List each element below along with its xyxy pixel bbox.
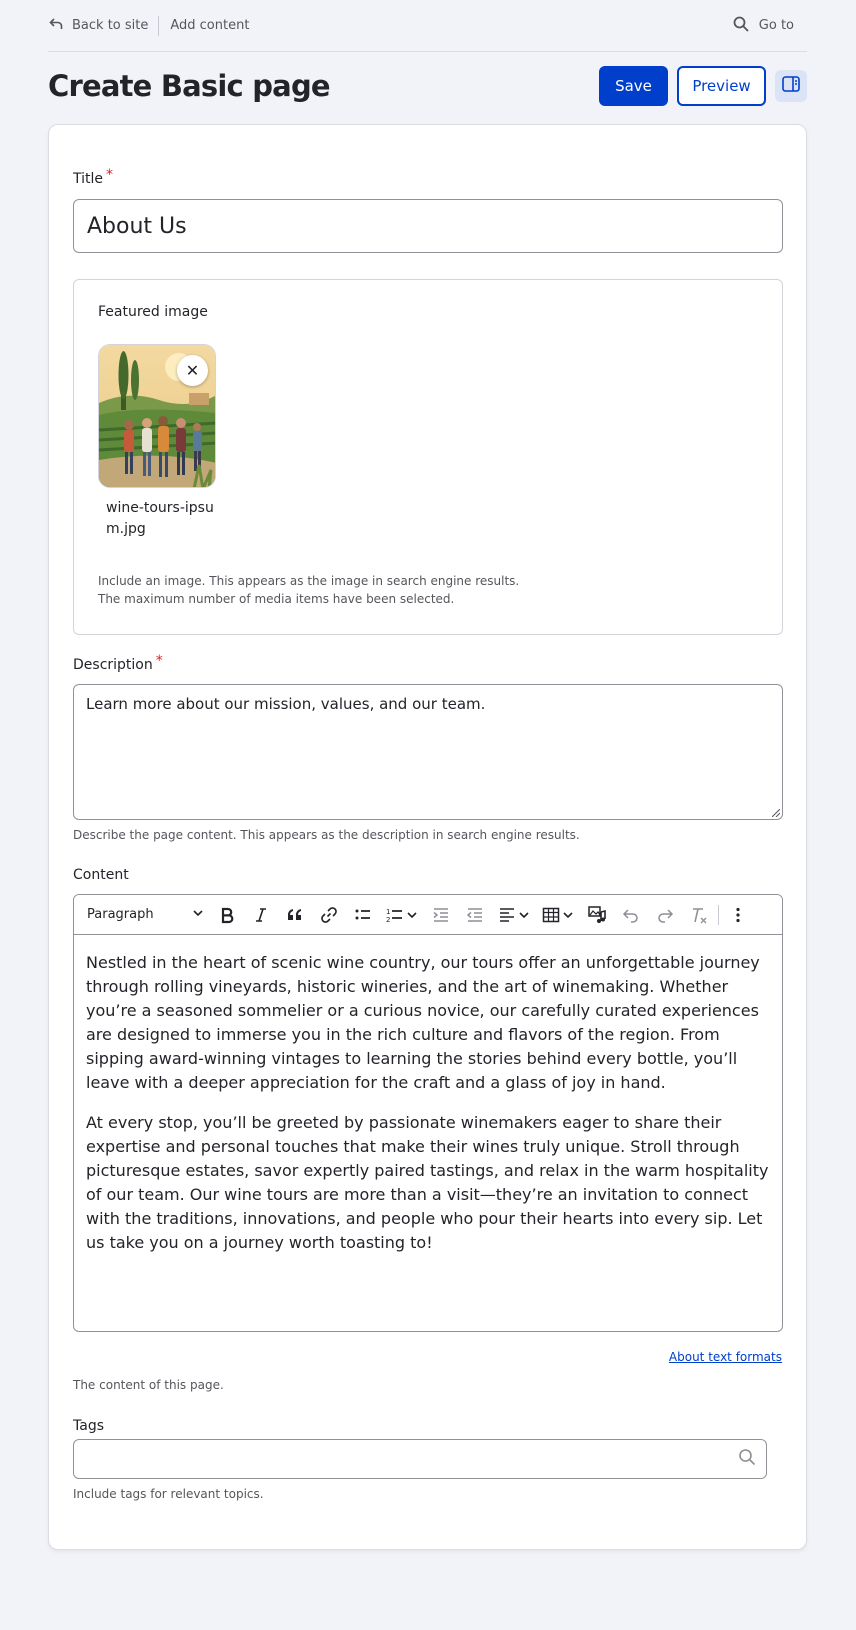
svg-text:2: 2 xyxy=(386,915,391,924)
insert-table-button[interactable] xyxy=(536,895,580,935)
description-help: Describe the page content. This appears as the description in search engine results. xyxy=(73,828,580,842)
chevron-down-icon xyxy=(562,909,574,921)
title-input-value: About Us xyxy=(87,213,187,239)
chevron-down-icon xyxy=(192,907,204,923)
header-actions xyxy=(599,66,807,106)
remove-format-button[interactable] xyxy=(682,895,716,935)
vertical-dots-icon xyxy=(729,906,747,924)
paragraph-format-value: Paragraph xyxy=(87,907,154,922)
bold-button[interactable] xyxy=(210,895,244,935)
redo-button[interactable] xyxy=(648,895,682,935)
add-content-link[interactable]: Add content xyxy=(170,18,250,33)
content-paragraph: Nestled in the heart of scenic wine country, our tours offer an unforgettable journey through rolling vineyards, historic wineries, and the art of winemaking. Whether you’re a seasoned sommelier or a curious novice, our carefully curated experiences are designed to immerse you in the rich culture and flavors of the region. From sipping award-winning vintages to learning the stories behind every bottle, you’ll leave with a deeper appreciation for the craft and a glass of joy in hand. xyxy=(86,953,760,1092)
more-options-button[interactable] xyxy=(721,895,755,935)
search-icon xyxy=(738,1448,756,1470)
save-button[interactable]: Save xyxy=(599,66,668,106)
title-input[interactable] xyxy=(73,199,783,253)
remove-image-button[interactable] xyxy=(177,355,208,386)
align-left-icon xyxy=(498,906,516,924)
description-label xyxy=(73,653,163,673)
table-icon xyxy=(542,906,560,924)
go-to-button[interactable] xyxy=(733,16,794,36)
undo-button[interactable] xyxy=(614,895,648,935)
text-alignment-button[interactable] xyxy=(492,895,536,935)
editor-content-area[interactable] xyxy=(74,935,782,1287)
paragraph-format-select[interactable] xyxy=(80,907,210,923)
toolbar-divider xyxy=(718,905,719,925)
insert-media-button[interactable] xyxy=(580,895,614,935)
redo-icon xyxy=(656,906,674,924)
required-marker: * xyxy=(155,653,163,669)
outdent-button[interactable] xyxy=(458,895,492,935)
node-form-card xyxy=(48,124,807,1550)
preview-button[interactable]: Preview xyxy=(677,66,766,106)
featured-image-fieldset xyxy=(73,279,783,635)
content-help: The content of this page. xyxy=(73,1378,224,1392)
italic-icon xyxy=(252,906,270,924)
title-label-text: Title xyxy=(73,171,104,187)
content-label: Content xyxy=(73,867,129,883)
sidebar-toggle-button[interactable] xyxy=(775,70,807,102)
back-arrow-icon xyxy=(48,16,64,36)
tags-help: Include tags for relevant topics. xyxy=(73,1487,264,1501)
editor-toolbar xyxy=(74,895,782,935)
close-icon: ✕ xyxy=(185,361,200,380)
media-icon xyxy=(588,906,606,924)
featured-image-help-line2: The maximum number of media items have been selected. xyxy=(98,592,455,606)
top-bar xyxy=(48,0,807,52)
tags-label: Tags xyxy=(73,1418,104,1434)
quote-icon xyxy=(286,906,304,924)
description-textarea[interactable] xyxy=(73,684,783,820)
numbered-list-icon xyxy=(386,906,404,924)
content-paragraph: At every stop, you’ll be greeted by passionate winemakers eager to share their expertise and personal touches that make their wines truly unique. Stroll through picturesque estates, savor expertly paired tastings, and relax in the warm hospitality of our team. Our wine tours are more than a visit—they’re an invitation to connect with the traditions, innovations, and people who pour their hearts into every sip. Let us take you on a journey worth toasting to! xyxy=(86,1113,769,1252)
chevron-down-icon xyxy=(406,909,418,921)
bulleted-list-icon xyxy=(354,906,372,924)
chevron-down-icon xyxy=(518,909,530,921)
bold-icon xyxy=(218,906,236,924)
description-value: Learn more about our mission, values, and our team. xyxy=(86,695,486,713)
bulleted-list-button[interactable] xyxy=(346,895,380,935)
description-label-text: Description xyxy=(73,657,153,673)
featured-image-help xyxy=(98,572,519,608)
featured-image-help-line1: Include an image. This appears as the image in search engine results. xyxy=(98,574,520,588)
numbered-list-button[interactable] xyxy=(380,895,424,935)
about-text-formats-link[interactable]: About text formats xyxy=(668,1350,782,1364)
sidebar-panel-icon xyxy=(781,74,801,98)
italic-button[interactable] xyxy=(244,895,278,935)
outdent-icon xyxy=(466,906,484,924)
link-button[interactable] xyxy=(312,895,346,935)
back-to-site-link[interactable] xyxy=(48,16,159,36)
image-filename: wine-tours-ipsum.jpg xyxy=(106,500,214,537)
content-editor xyxy=(73,894,783,1332)
tags-input[interactable] xyxy=(73,1439,767,1479)
page-header xyxy=(48,64,807,108)
search-icon xyxy=(733,16,749,36)
blockquote-button[interactable] xyxy=(278,895,312,935)
featured-image-legend: Featured image xyxy=(98,304,208,320)
indent-button[interactable] xyxy=(424,895,458,935)
go-to-label: Go to xyxy=(758,18,794,33)
back-to-site-label: Back to site xyxy=(72,18,149,33)
resize-handle-icon[interactable] xyxy=(772,809,780,817)
page-title: Create Basic page xyxy=(48,69,330,103)
remove-format-icon xyxy=(690,906,708,924)
indent-icon xyxy=(432,906,450,924)
svg-text:1: 1 xyxy=(386,907,391,916)
undo-icon xyxy=(622,906,640,924)
required-marker: * xyxy=(106,167,114,183)
link-icon xyxy=(320,906,338,924)
title-label xyxy=(73,167,114,187)
